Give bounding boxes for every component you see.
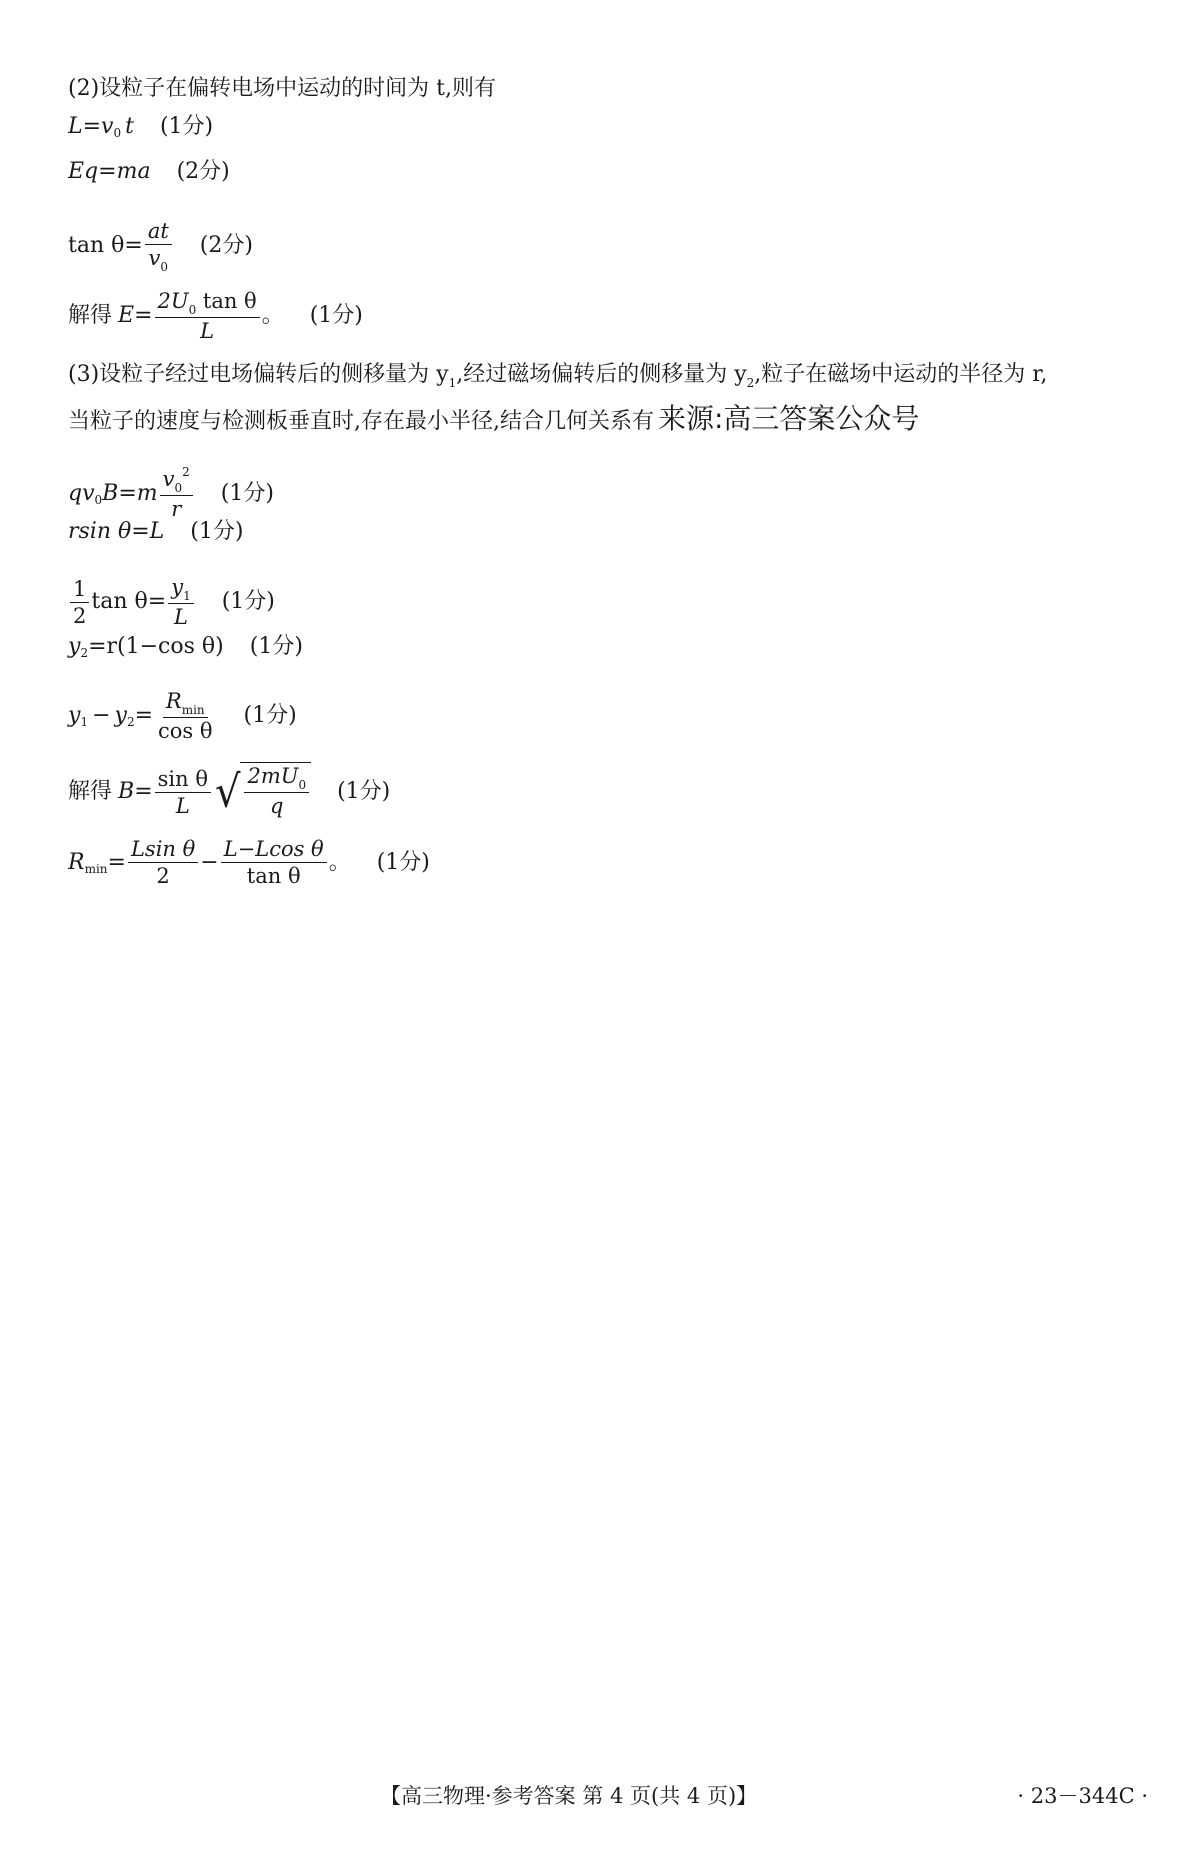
eq-lhs-sub: 2 xyxy=(80,646,89,660)
fraction xyxy=(160,466,193,522)
equation-l-v0t xyxy=(68,112,213,142)
eq-mass: m xyxy=(136,481,158,506)
equation-rmin xyxy=(68,836,430,889)
part3-intro-c: ,粒子在磁场中运动的半径为 r, xyxy=(754,362,1048,387)
equation-qv0b xyxy=(68,466,274,522)
fraction-numerator: v xyxy=(162,467,175,491)
score-label: (1分) xyxy=(337,779,391,804)
fraction-denominator: 2 xyxy=(156,864,170,888)
fraction-denominator: L xyxy=(173,605,188,629)
eq-lhs: E xyxy=(118,303,135,328)
fraction-numerator-sub: 1 xyxy=(183,589,191,603)
part3-intro-sub2: 2 xyxy=(746,376,755,390)
eq-op: = xyxy=(107,849,126,875)
fraction-denominator: tan θ xyxy=(246,864,301,888)
radical-sign-icon: √ xyxy=(214,766,241,818)
radicand-fraction xyxy=(244,763,309,822)
solve-prefix: 解得 xyxy=(68,779,113,804)
eq-minus: − xyxy=(200,849,219,875)
score-label: (1分) xyxy=(190,519,244,544)
fraction-denominator: q xyxy=(270,794,284,818)
eq-rhs: =r(1−cos θ) xyxy=(88,634,224,659)
fraction-numerator-sub: 0 xyxy=(298,778,307,792)
eq-op: = xyxy=(82,114,102,139)
score-label: (1分) xyxy=(221,589,275,614)
fraction-numerator: 1 xyxy=(70,576,89,603)
footer-code: · 23－344C · xyxy=(1017,1784,1148,1808)
part3-intro-line2: 当粒子的速度与检测板垂直时,存在最小半径,结合几何关系有 xyxy=(68,409,654,434)
part3-intro-a: (3)设粒子经过电场偏转后的侧移量为 y xyxy=(68,362,449,387)
fraction-numerator: R xyxy=(165,689,182,713)
fraction-numerator: sin θ xyxy=(155,766,211,793)
part2-intro xyxy=(68,74,496,104)
fraction xyxy=(168,574,194,630)
fraction-denominator: L xyxy=(200,319,215,343)
fraction-denominator: r xyxy=(171,497,182,521)
fraction-numerator-sub: min xyxy=(181,703,205,717)
score-label: (1分) xyxy=(159,114,214,139)
fraction-2 xyxy=(221,836,327,889)
eq-lhs-b: B xyxy=(102,481,119,506)
score-label: (1分) xyxy=(220,481,274,506)
fraction-denominator-sub: 0 xyxy=(160,260,169,274)
eq-term-a: y xyxy=(68,703,81,728)
fraction-denominator: L xyxy=(175,793,190,818)
eq-lhs-sub: 0 xyxy=(94,493,103,507)
eq-lhs: B xyxy=(118,779,135,804)
part2-intro-text: (2)设粒子在偏转电场中运动的时间为 t,则有 xyxy=(68,76,496,101)
equation-tan-theta xyxy=(68,218,253,274)
score-label: (1分) xyxy=(376,849,430,875)
fraction-numerator: 2mU xyxy=(247,764,299,788)
eq-lhs: R xyxy=(68,849,85,875)
fraction-numerator: y xyxy=(171,575,184,599)
eq-op: = xyxy=(124,233,143,258)
period-mark: 。 xyxy=(261,303,284,328)
fraction-denominator: v xyxy=(148,246,161,270)
eq-term-b-sub: 2 xyxy=(126,715,135,729)
footer-page-info: 【高三物理·参考答案 第 4 页(共 4 页)】 xyxy=(380,1784,758,1808)
fraction xyxy=(155,766,211,819)
equation-half-tan xyxy=(68,574,275,630)
eq-text: rsin θ=L xyxy=(68,519,165,544)
eq-op: = xyxy=(118,481,137,506)
equation-eq-ma xyxy=(68,157,230,187)
eq-lhs: tan θ xyxy=(68,233,125,258)
fraction-1 xyxy=(128,836,198,889)
eq-term-b: y xyxy=(114,703,127,728)
equation-solve-e xyxy=(68,288,363,344)
eq-op: = xyxy=(134,703,154,728)
square-root xyxy=(215,762,311,822)
fraction-numerator-sup: 2 xyxy=(182,465,190,479)
score-label: (1分) xyxy=(249,634,303,659)
fraction-numerator-sub: 0 xyxy=(174,481,183,495)
eq-lhs: qv xyxy=(68,481,95,506)
score-label: (1分) xyxy=(309,303,363,328)
eq-rhs: ma xyxy=(116,159,151,184)
equation-y2 xyxy=(68,632,303,662)
score-label: (1分) xyxy=(243,703,297,728)
fraction-half xyxy=(70,576,89,629)
eq-lhs-sub: min xyxy=(84,861,108,876)
eq-rhs: v xyxy=(101,114,114,139)
eq-op: = xyxy=(134,779,153,804)
equation-y1-minus-y2 xyxy=(68,688,297,744)
solve-prefix: 解得 xyxy=(68,303,113,328)
equation-rsin xyxy=(68,517,243,547)
eq-rhs2: t xyxy=(125,114,134,139)
fraction-numerator: L−Lcos θ xyxy=(221,836,327,863)
source-watermark: 来源:高三答案公众号 xyxy=(658,402,920,435)
fraction-numerator-tail: tan θ xyxy=(196,289,257,313)
part3-intro-sub1: 1 xyxy=(448,376,457,390)
period-mark: 。 xyxy=(328,849,351,875)
part3-intro xyxy=(68,354,1178,443)
eq-op: = xyxy=(134,303,153,328)
fraction-numerator-sub: 0 xyxy=(188,303,197,317)
score-label: (2分) xyxy=(176,159,230,184)
part3-intro-b: ,经过磁场偏转后的侧移量为 y xyxy=(456,362,747,387)
fraction-numerator: Lsin θ xyxy=(128,836,198,863)
eq-op: = xyxy=(98,159,117,184)
equation-solve-b xyxy=(68,762,390,822)
fraction-denominator: cos θ xyxy=(158,719,213,743)
fraction-denominator: 2 xyxy=(73,603,87,628)
eq-lhs: Eq xyxy=(68,159,99,184)
fraction-numerator: at xyxy=(145,218,172,245)
eq-rhs-sub: 0 xyxy=(113,126,122,140)
fraction xyxy=(155,688,216,744)
eq-minus: − xyxy=(92,703,111,728)
eq-lhs: y xyxy=(68,634,81,659)
eq-mid: tan θ= xyxy=(91,589,167,614)
score-label: (2分) xyxy=(199,233,253,258)
eq-lhs: L xyxy=(68,114,83,139)
fraction-numerator: 2U xyxy=(157,289,189,313)
eq-term-a-sub: 1 xyxy=(80,715,89,729)
fraction xyxy=(155,288,260,344)
fraction xyxy=(145,218,172,274)
